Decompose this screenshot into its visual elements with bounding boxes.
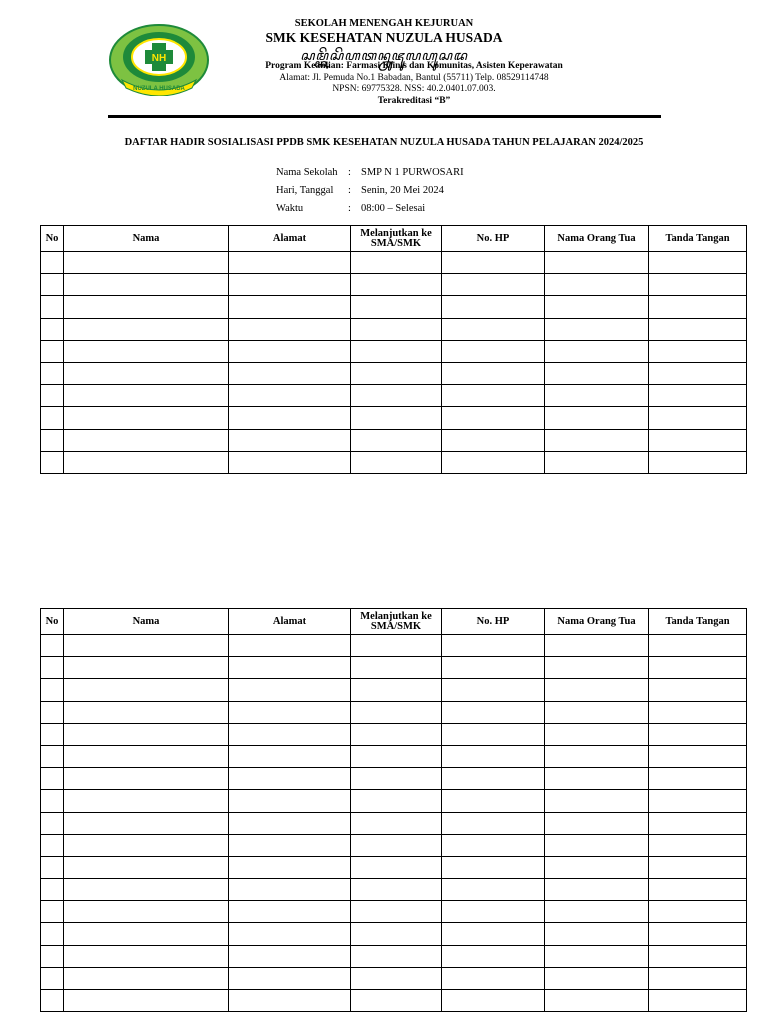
cell-alamat[interactable] bbox=[229, 701, 351, 723]
javanese-script-line: ꦱꦩ꧀ꦏꦼꦱꦼꦲꦠꦤ꧀ꦤꦸꦗꦸꦭꦲꦸꦱꦢ bbox=[300, 48, 468, 63]
table-row bbox=[41, 990, 747, 1012]
cell-nama-orang-tua[interactable] bbox=[545, 429, 649, 451]
cell-nama[interactable] bbox=[64, 407, 229, 429]
cell-no[interactable] bbox=[41, 745, 64, 767]
cell-no[interactable] bbox=[41, 723, 64, 745]
cell-alamat[interactable] bbox=[229, 679, 351, 701]
cell-no[interactable] bbox=[41, 385, 64, 407]
cell-tanda-tangan[interactable] bbox=[649, 723, 747, 745]
cell-tanda-tangan[interactable] bbox=[649, 701, 747, 723]
cell-melanjutkan[interactable] bbox=[351, 296, 442, 318]
attendance-table bbox=[40, 225, 747, 474]
cell-no-hp[interactable] bbox=[442, 635, 545, 657]
cell-nama-orang-tua[interactable] bbox=[545, 385, 649, 407]
cell-no-hp[interactable] bbox=[442, 385, 545, 407]
cell-melanjutkan[interactable] bbox=[351, 790, 442, 812]
cell-no[interactable] bbox=[41, 790, 64, 812]
cell-no[interactable] bbox=[41, 701, 64, 723]
cell-nama-orang-tua[interactable] bbox=[545, 362, 649, 384]
table-row bbox=[41, 945, 747, 967]
cell-nama[interactable] bbox=[64, 745, 229, 767]
cell-alamat[interactable] bbox=[229, 879, 351, 901]
cell-nama-orang-tua[interactable] bbox=[545, 657, 649, 679]
col-header-melanjutkan: Melanjutkan ke SMA/SMK bbox=[351, 609, 442, 635]
cell-no[interactable] bbox=[41, 901, 64, 923]
table-row bbox=[41, 318, 747, 340]
col-header-no: No bbox=[41, 609, 64, 635]
cell-no-hp[interactable] bbox=[442, 407, 545, 429]
cell-nama[interactable] bbox=[64, 923, 229, 945]
cell-alamat[interactable] bbox=[229, 812, 351, 834]
cell-tanda-tangan[interactable] bbox=[649, 990, 747, 1012]
cell-nama[interactable] bbox=[64, 701, 229, 723]
cell-alamat[interactable] bbox=[229, 318, 351, 340]
cell-no[interactable] bbox=[41, 451, 64, 473]
attendance-table bbox=[40, 608, 747, 1012]
cell-nama[interactable] bbox=[64, 451, 229, 473]
cell-nama-orang-tua[interactable] bbox=[545, 768, 649, 790]
cell-melanjutkan[interactable] bbox=[351, 451, 442, 473]
cell-no[interactable] bbox=[41, 318, 64, 340]
cell-tanda-tangan[interactable] bbox=[649, 967, 747, 989]
cell-no[interactable] bbox=[41, 856, 64, 878]
col-header-no: No bbox=[41, 226, 64, 252]
table-row bbox=[41, 362, 747, 384]
table-row bbox=[41, 679, 747, 701]
program-line: Program Keahlian: Farmasi Klinis dan Komunitas, Asisten Keperawatan bbox=[265, 61, 563, 71]
cell-nama[interactable] bbox=[64, 252, 229, 274]
info-label: Nama Sekolah bbox=[276, 166, 338, 178]
cell-no-hp[interactable] bbox=[442, 723, 545, 745]
cell-alamat[interactable] bbox=[229, 990, 351, 1012]
cell-nama-orang-tua[interactable] bbox=[545, 879, 649, 901]
cell-nama[interactable] bbox=[64, 318, 229, 340]
cell-no[interactable] bbox=[41, 657, 64, 679]
cell-alamat[interactable] bbox=[229, 856, 351, 878]
cell-melanjutkan[interactable] bbox=[351, 385, 442, 407]
col-header-melanjutkan: Melanjutkan ke SMA/SMK bbox=[351, 226, 442, 252]
cell-nama-orang-tua[interactable] bbox=[545, 318, 649, 340]
cell-nama-orang-tua[interactable] bbox=[545, 274, 649, 296]
cell-melanjutkan[interactable] bbox=[351, 362, 442, 384]
info-row-date bbox=[276, 181, 464, 199]
info-value: 08:00 – Selesai bbox=[361, 202, 426, 214]
cell-melanjutkan[interactable] bbox=[351, 901, 442, 923]
cell-alamat[interactable] bbox=[229, 252, 351, 274]
cell-melanjutkan[interactable] bbox=[351, 745, 442, 767]
accreditation-line: Terakreditasi “B” bbox=[377, 96, 451, 106]
cell-melanjutkan[interactable] bbox=[351, 340, 442, 362]
cell-no-hp[interactable] bbox=[442, 745, 545, 767]
cell-alamat[interactable] bbox=[229, 967, 351, 989]
cell-melanjutkan[interactable] bbox=[351, 701, 442, 723]
cell-no[interactable] bbox=[41, 768, 64, 790]
cell-nama-orang-tua[interactable] bbox=[545, 812, 649, 834]
table-row bbox=[41, 923, 747, 945]
table-row bbox=[41, 790, 747, 812]
table-row bbox=[41, 879, 747, 901]
cell-tanda-tangan[interactable] bbox=[649, 429, 747, 451]
cell-nama[interactable] bbox=[64, 385, 229, 407]
cell-no[interactable] bbox=[41, 967, 64, 989]
col-header-no-hp: No. HP bbox=[442, 609, 545, 635]
cell-nama-orang-tua[interactable] bbox=[545, 745, 649, 767]
cell-no[interactable] bbox=[41, 923, 64, 945]
cell-tanda-tangan[interactable] bbox=[649, 657, 747, 679]
table-row bbox=[41, 856, 747, 878]
table-row bbox=[41, 635, 747, 657]
cell-no-hp[interactable] bbox=[442, 834, 545, 856]
table-header-row bbox=[41, 609, 747, 635]
table-row bbox=[41, 701, 747, 723]
cell-nama[interactable] bbox=[64, 901, 229, 923]
col-header-alamat: Alamat bbox=[229, 609, 351, 635]
cell-nama-orang-tua[interactable] bbox=[545, 723, 649, 745]
table-row bbox=[41, 451, 747, 473]
logo-banner-text: NUZULA HUSADA bbox=[133, 86, 185, 92]
cell-nama[interactable] bbox=[64, 834, 229, 856]
table-header-row bbox=[41, 226, 747, 252]
cell-nama-orang-tua[interactable] bbox=[545, 945, 649, 967]
cell-nama[interactable] bbox=[64, 879, 229, 901]
cell-no-hp[interactable] bbox=[442, 318, 545, 340]
cell-alamat[interactable] bbox=[229, 362, 351, 384]
cell-tanda-tangan[interactable] bbox=[649, 635, 747, 657]
cell-alamat[interactable] bbox=[229, 429, 351, 451]
cell-tanda-tangan[interactable] bbox=[649, 879, 747, 901]
cell-no-hp[interactable] bbox=[442, 856, 545, 878]
col-header-alamat: Alamat bbox=[229, 226, 351, 252]
cell-nama[interactable] bbox=[64, 362, 229, 384]
col-header-no-hp: No. HP bbox=[442, 226, 545, 252]
info-colon: : bbox=[348, 166, 351, 178]
cell-melanjutkan[interactable] bbox=[351, 856, 442, 878]
cell-tanda-tangan[interactable] bbox=[649, 901, 747, 923]
cell-no-hp[interactable] bbox=[442, 429, 545, 451]
cell-alamat[interactable] bbox=[229, 657, 351, 679]
cell-tanda-tangan[interactable] bbox=[649, 274, 747, 296]
cell-nama-orang-tua[interactable] bbox=[545, 451, 649, 473]
cell-melanjutkan[interactable] bbox=[351, 812, 442, 834]
cell-nama-orang-tua[interactable] bbox=[545, 834, 649, 856]
cell-no-hp[interactable] bbox=[442, 990, 545, 1012]
info-value: SMP N 1 PURWOSARI bbox=[361, 166, 464, 178]
cell-no-hp[interactable] bbox=[442, 340, 545, 362]
cell-alamat[interactable] bbox=[229, 451, 351, 473]
cell-no[interactable] bbox=[41, 635, 64, 657]
cell-nama[interactable] bbox=[64, 723, 229, 745]
cell-nama[interactable] bbox=[64, 635, 229, 657]
cell-melanjutkan[interactable] bbox=[351, 429, 442, 451]
table-row bbox=[41, 723, 747, 745]
cell-melanjutkan[interactable] bbox=[351, 679, 442, 701]
cell-alamat[interactable] bbox=[229, 768, 351, 790]
col-header-nama-orang-tua: Nama Orang Tua bbox=[545, 609, 649, 635]
school-type: SEKOLAH MENENGAH KEJURUAN bbox=[294, 18, 474, 29]
cell-tanda-tangan[interactable] bbox=[649, 362, 747, 384]
cell-no-hp[interactable] bbox=[442, 679, 545, 701]
cell-nama-orang-tua[interactable] bbox=[545, 990, 649, 1012]
info-label: Waktu bbox=[276, 202, 304, 214]
cell-nama[interactable] bbox=[64, 274, 229, 296]
cell-tanda-tangan[interactable] bbox=[649, 856, 747, 878]
cell-no[interactable] bbox=[41, 429, 64, 451]
cell-melanjutkan[interactable] bbox=[351, 768, 442, 790]
cell-no[interactable] bbox=[41, 679, 64, 701]
cell-no-hp[interactable] bbox=[442, 657, 545, 679]
table-row bbox=[41, 768, 747, 790]
cell-no-hp[interactable] bbox=[442, 768, 545, 790]
cell-alamat[interactable] bbox=[229, 274, 351, 296]
table-row bbox=[41, 834, 747, 856]
cell-nama[interactable] bbox=[64, 967, 229, 989]
cell-alamat[interactable] bbox=[229, 745, 351, 767]
cell-tanda-tangan[interactable] bbox=[649, 679, 747, 701]
cell-alamat[interactable] bbox=[229, 901, 351, 923]
cell-melanjutkan[interactable] bbox=[351, 967, 442, 989]
cell-tanda-tangan[interactable] bbox=[649, 812, 747, 834]
cell-no-hp[interactable] bbox=[442, 812, 545, 834]
cell-no-hp[interactable] bbox=[442, 901, 545, 923]
cell-nama[interactable] bbox=[64, 296, 229, 318]
info-colon: : bbox=[348, 184, 351, 196]
cell-nama-orang-tua[interactable] bbox=[545, 679, 649, 701]
table-row bbox=[41, 657, 747, 679]
cell-alamat[interactable] bbox=[229, 923, 351, 945]
cell-nama-orang-tua[interactable] bbox=[545, 856, 649, 878]
table-row bbox=[41, 812, 747, 834]
cell-nama[interactable] bbox=[64, 340, 229, 362]
cell-alamat[interactable] bbox=[229, 635, 351, 657]
cell-nama-orang-tua[interactable] bbox=[545, 635, 649, 657]
cell-nama[interactable] bbox=[64, 945, 229, 967]
table-row bbox=[41, 252, 747, 274]
cell-no[interactable] bbox=[41, 296, 64, 318]
cell-no-hp[interactable] bbox=[442, 945, 545, 967]
cell-no[interactable] bbox=[41, 407, 64, 429]
cell-nama-orang-tua[interactable] bbox=[545, 923, 649, 945]
col-header-nama: Nama bbox=[64, 609, 229, 635]
cell-tanda-tangan[interactable] bbox=[649, 296, 747, 318]
cell-no-hp[interactable] bbox=[442, 451, 545, 473]
col-header-tanda-tangan: Tanda Tangan bbox=[649, 226, 747, 252]
letterhead-divider bbox=[108, 115, 661, 118]
cell-tanda-tangan[interactable] bbox=[649, 318, 747, 340]
cell-no-hp[interactable] bbox=[442, 701, 545, 723]
cell-nama-orang-tua[interactable] bbox=[545, 790, 649, 812]
cell-alamat[interactable] bbox=[229, 945, 351, 967]
table-row bbox=[41, 745, 747, 767]
address-line: Alamat: Jl. Pemuda No.1 Babadan, Bantul (55711) Telp. 08529114748 bbox=[279, 73, 549, 83]
cell-tanda-tangan[interactable] bbox=[649, 385, 747, 407]
cell-nama-orang-tua[interactable] bbox=[545, 296, 649, 318]
cell-nama[interactable] bbox=[64, 679, 229, 701]
info-label: Hari, Tanggal bbox=[276, 184, 334, 196]
cell-alamat[interactable] bbox=[229, 385, 351, 407]
cell-no[interactable] bbox=[41, 274, 64, 296]
table-row bbox=[41, 296, 747, 318]
cell-melanjutkan[interactable] bbox=[351, 723, 442, 745]
col-header-nama: Nama bbox=[64, 226, 229, 252]
cell-tanda-tangan[interactable] bbox=[649, 252, 747, 274]
cell-melanjutkan[interactable] bbox=[351, 945, 442, 967]
cell-tanda-tangan[interactable] bbox=[649, 923, 747, 945]
cell-no[interactable] bbox=[41, 362, 64, 384]
cell-nama-orang-tua[interactable] bbox=[545, 407, 649, 429]
cell-alamat[interactable] bbox=[229, 790, 351, 812]
cell-alamat[interactable] bbox=[229, 296, 351, 318]
cell-melanjutkan[interactable] bbox=[351, 879, 442, 901]
cell-no[interactable] bbox=[41, 812, 64, 834]
col-header-nama-orang-tua: Nama Orang Tua bbox=[545, 226, 649, 252]
cell-no-hp[interactable] bbox=[442, 879, 545, 901]
cell-tanda-tangan[interactable] bbox=[649, 451, 747, 473]
cell-nama-orang-tua[interactable] bbox=[545, 701, 649, 723]
table-row bbox=[41, 385, 747, 407]
cell-tanda-tangan[interactable] bbox=[649, 340, 747, 362]
cell-tanda-tangan[interactable] bbox=[649, 834, 747, 856]
cell-no-hp[interactable] bbox=[442, 274, 545, 296]
cell-no[interactable] bbox=[41, 252, 64, 274]
cell-melanjutkan[interactable] bbox=[351, 635, 442, 657]
cell-no-hp[interactable] bbox=[442, 252, 545, 274]
table-row bbox=[41, 429, 747, 451]
cell-nama[interactable] bbox=[64, 657, 229, 679]
cell-nama[interactable] bbox=[64, 990, 229, 1012]
cell-nama-orang-tua[interactable] bbox=[545, 901, 649, 923]
table-row bbox=[41, 901, 747, 923]
table-row bbox=[41, 407, 747, 429]
cell-no[interactable] bbox=[41, 990, 64, 1012]
cell-no[interactable] bbox=[41, 945, 64, 967]
cell-alamat[interactable] bbox=[229, 834, 351, 856]
cell-melanjutkan[interactable] bbox=[351, 923, 442, 945]
cell-no[interactable] bbox=[41, 340, 64, 362]
col-header-tanda-tangan: Tanda Tangan bbox=[649, 609, 747, 635]
cell-no[interactable] bbox=[41, 879, 64, 901]
npsn-line: NPSN: 69775328. NSS: 40.2.0401.07.003. bbox=[332, 84, 496, 94]
table-body bbox=[41, 635, 747, 1012]
cell-tanda-tangan[interactable] bbox=[649, 745, 747, 767]
cell-alamat[interactable] bbox=[229, 723, 351, 745]
cell-nama-orang-tua[interactable] bbox=[545, 967, 649, 989]
cell-alamat[interactable] bbox=[229, 407, 351, 429]
info-value: Senin, 20 Mei 2024 bbox=[361, 184, 444, 196]
cell-melanjutkan[interactable] bbox=[351, 318, 442, 340]
cell-melanjutkan[interactable] bbox=[351, 990, 442, 1012]
letterhead bbox=[0, 0, 768, 120]
cell-no-hp[interactable] bbox=[442, 296, 545, 318]
cell-melanjutkan[interactable] bbox=[351, 407, 442, 429]
cell-nama-orang-tua[interactable] bbox=[545, 340, 649, 362]
cell-nama[interactable] bbox=[64, 768, 229, 790]
cell-nama[interactable] bbox=[64, 812, 229, 834]
cell-nama[interactable] bbox=[64, 856, 229, 878]
cell-melanjutkan[interactable] bbox=[351, 657, 442, 679]
cell-melanjutkan[interactable] bbox=[351, 834, 442, 856]
info-row-time bbox=[276, 199, 464, 217]
cell-tanda-tangan[interactable] bbox=[649, 407, 747, 429]
cell-melanjutkan[interactable] bbox=[351, 252, 442, 274]
table-row bbox=[41, 340, 747, 362]
cell-no-hp[interactable] bbox=[442, 923, 545, 945]
table-row bbox=[41, 967, 747, 989]
cell-nama[interactable] bbox=[64, 429, 229, 451]
cell-tanda-tangan[interactable] bbox=[649, 768, 747, 790]
cell-melanjutkan[interactable] bbox=[351, 274, 442, 296]
table-body bbox=[41, 252, 747, 474]
school-name: SMK KESEHATAN NUZULA HUSADA bbox=[265, 30, 503, 45]
document-title: DAFTAR HADIR SOSIALISASI PPDB SMK KESEHATAN NUZULA HUSADA TAHUN PELAJARAN 2024/2025 bbox=[124, 137, 644, 148]
cell-no[interactable] bbox=[41, 834, 64, 856]
info-colon: : bbox=[348, 202, 351, 214]
logo-center-text: NH bbox=[151, 53, 167, 64]
cell-tanda-tangan[interactable] bbox=[649, 945, 747, 967]
cell-no-hp[interactable] bbox=[442, 790, 545, 812]
cell-tanda-tangan[interactable] bbox=[649, 790, 747, 812]
cell-nama-orang-tua[interactable] bbox=[545, 252, 649, 274]
cell-no-hp[interactable] bbox=[442, 967, 545, 989]
info-row-school bbox=[276, 163, 464, 181]
cell-alamat[interactable] bbox=[229, 340, 351, 362]
cell-no-hp[interactable] bbox=[442, 362, 545, 384]
cell-nama[interactable] bbox=[64, 790, 229, 812]
table-row bbox=[41, 274, 747, 296]
event-info bbox=[276, 163, 464, 217]
